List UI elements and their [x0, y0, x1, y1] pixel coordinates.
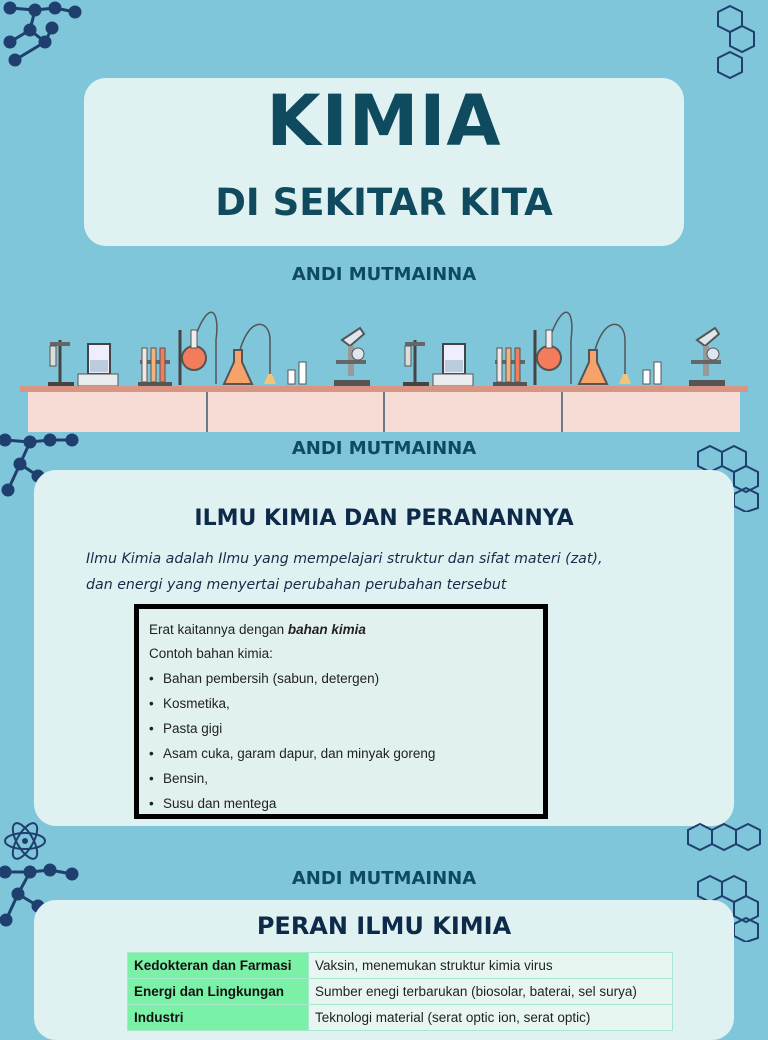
intro-line: dan energi yang menyertai perubahan perubahan tersebut [86, 577, 507, 593]
chemical-examples-box [134, 604, 548, 819]
lab-equipment-illustration [20, 300, 748, 388]
benzene-icon [712, 2, 768, 84]
bench-divider [561, 392, 563, 432]
bench-divider [383, 392, 385, 432]
bench-divider [206, 392, 208, 432]
table-cell-field: Energi dan Lingkungan [128, 979, 309, 1005]
author-name: ANDI MUTMAINNA [291, 264, 477, 285]
page-subtitle: DI SEKITAR KITA [215, 181, 553, 224]
box-line-emphasis: bahan kimia [287, 622, 366, 637]
author-name: ANDI MUTMAINNA [291, 868, 477, 889]
list-item: • Bahan pembersih (sabun, detergen) [149, 671, 380, 686]
table-row [128, 979, 673, 1005]
page-title: KIMIA [266, 80, 502, 162]
box-line [149, 621, 366, 639]
table-row [128, 953, 673, 979]
molecule-icon [0, 0, 90, 70]
box-line: Contoh bahan kimia: [149, 646, 273, 661]
list-item: • Bensin, [149, 771, 209, 786]
table-cell-field: Industri [128, 1005, 309, 1031]
table-cell-role: Teknologi material (serat optic ion, serat optic) [309, 1005, 673, 1031]
list-item: • Susu dan mentega [149, 796, 277, 811]
atom-icon [2, 818, 48, 864]
box-line-prefix: Erat kaitannya dengan [149, 622, 288, 637]
intro-line: Ilmu Kimia adalah Ilmu yang mempelajari struktur dan sifat materi (zat), [86, 551, 603, 567]
table-cell-role: Vaksin, menemukan struktur kimia virus [309, 953, 673, 979]
table-row [128, 1005, 673, 1031]
list-item: • Kosmetika, [149, 696, 230, 711]
list-item: • Asam cuka, garam dapur, dan minyak goreng [149, 746, 436, 761]
table-cell-field: Kedokteran dan Farmasi [128, 953, 309, 979]
author-name: ANDI MUTMAINNA [291, 438, 477, 459]
intro-text [86, 546, 686, 598]
list-item: • Pasta gigi [149, 721, 223, 736]
section-heading: ILMU KIMIA DAN PERANANNYA [194, 506, 574, 531]
roles-table [127, 952, 673, 1031]
section-heading: PERAN ILMU KIMIA [256, 912, 512, 940]
benzene-icon [686, 816, 768, 866]
table-cell-role: Sumber enegi terbarukan (biosolar, baterai, sel surya) [309, 979, 673, 1005]
